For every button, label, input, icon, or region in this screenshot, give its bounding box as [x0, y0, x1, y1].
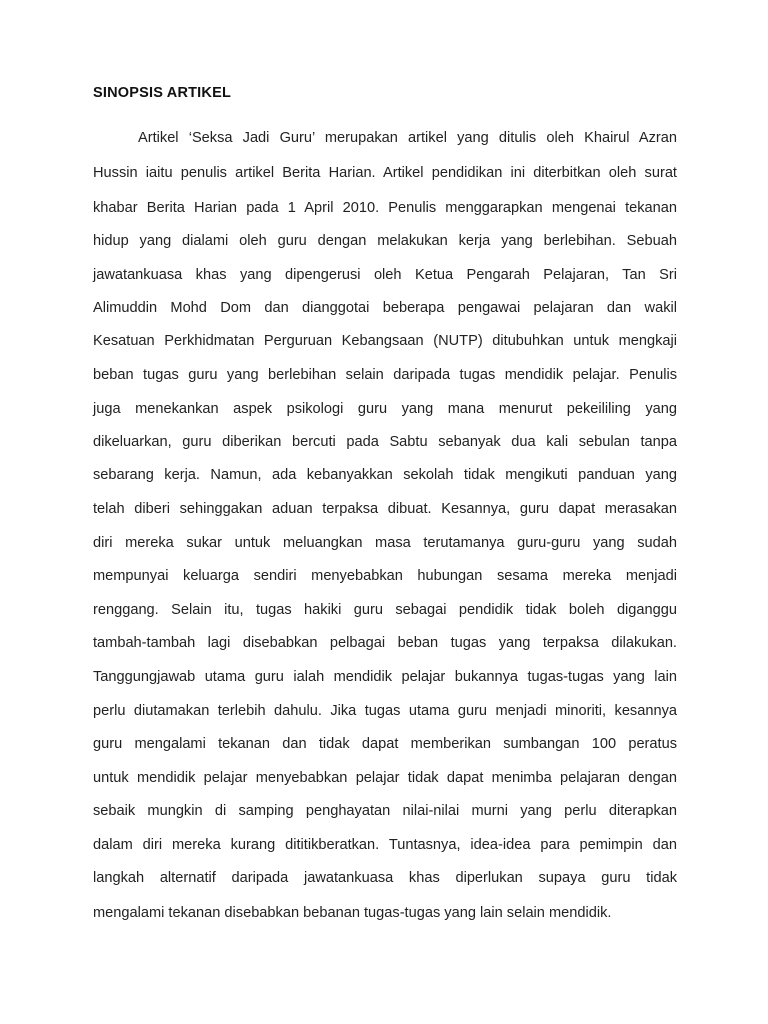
paragraph-line: guru mengalami tekanan dan tidak dapat memberikan sumbangan 100 peratus: [93, 736, 677, 752]
document-title: SINOPSIS ARTIKEL: [93, 85, 232, 101]
paragraph-line: diri mereka sukar untuk meluangkan masa terutamanya guru-guru yang sudah: [93, 535, 677, 551]
paragraph-line: mempunyai keluarga sendiri menyebabkan hubungan sesama mereka menjadi: [93, 568, 677, 584]
paragraph-line: tambah-tambah lagi disebabkan pelbagai beban tugas yang terpaksa dilakukan.: [93, 635, 677, 651]
paragraph-line: untuk mendidik pelajar menyebabkan pelajar tidak dapat menimba pelajaran dengan: [93, 770, 677, 786]
paragraph-line: perlu diutamakan terlebih dahulu. Jika tugas utama guru menjadi minoriti, kesannya: [93, 703, 677, 719]
paragraph-line: jawatankuasa khas yang dipengerusi oleh Ketua Pengarah Pelajaran, Tan Sri: [93, 267, 677, 283]
paragraph-line: dalam diri mereka kurang dititikberatkan. Tuntasnya, idea-idea para pemimpin dan: [93, 837, 677, 853]
paragraph-line: hidup yang dialami oleh guru dengan melakukan kerja yang berlebihan. Sebuah: [93, 233, 677, 249]
paragraph-line: mengalami tekanan disebabkan bebanan tugas-tugas yang lain selain mendidik.: [93, 905, 612, 921]
paragraph-line: Hussin iaitu penulis artikel Berita Harian. Artikel pendidikan ini diterbitkan oleh surat: [93, 165, 677, 181]
paragraph-line: khabar Berita Harian pada 1 April 2010. Penulis menggarapkan mengenai tekanan: [93, 200, 677, 216]
paragraph-line: juga menekankan aspek psikologi guru yang mana menurut pekeililing yang: [93, 401, 677, 417]
paragraph-line: langkah alternatif daripada jawatankuasa khas diperlukan supaya guru tidak: [93, 870, 677, 886]
paragraph-line: Artikel ‘Seksa Jadi Guru’ merupakan artikel yang ditulis oleh Khairul Azran: [138, 130, 677, 146]
paragraph-line: dikeluarkan, guru diberikan bercuti pada Sabtu sebanyak dua kali sebulan tanpa: [93, 434, 677, 450]
paragraph-line: Tanggungjawab utama guru ialah mendidik pelajar bukannya tugas-tugas yang lain: [93, 669, 677, 685]
paragraph-line: sebaik mungkin di samping penghayatan nilai-nilai murni yang perlu diterapkan: [93, 803, 677, 819]
paragraph-line: beban tugas guru yang berlebihan selain daripada tugas mendidik pelajar. Penulis: [93, 367, 677, 383]
paragraph-line: telah diberi sehinggakan aduan terpaksa dibuat. Kesannya, guru dapat merasakan: [93, 501, 677, 517]
paragraph-line: sebarang kerja. Namun, ada kebanyakkan sekolah tidak mengikuti panduan yang: [93, 467, 677, 483]
paragraph-line: Alimuddin Mohd Dom dan dianggotai beberapa pengawai pelajaran dan wakil: [93, 300, 677, 316]
paragraph-line: renggang. Selain itu, tugas hakiki guru sebagai pendidik tidak boleh diganggu: [93, 602, 677, 618]
paragraph-line: Kesatuan Perkhidmatan Perguruan Kebangsaan (NUTP) ditubuhkan untuk mengkaji: [93, 333, 677, 349]
